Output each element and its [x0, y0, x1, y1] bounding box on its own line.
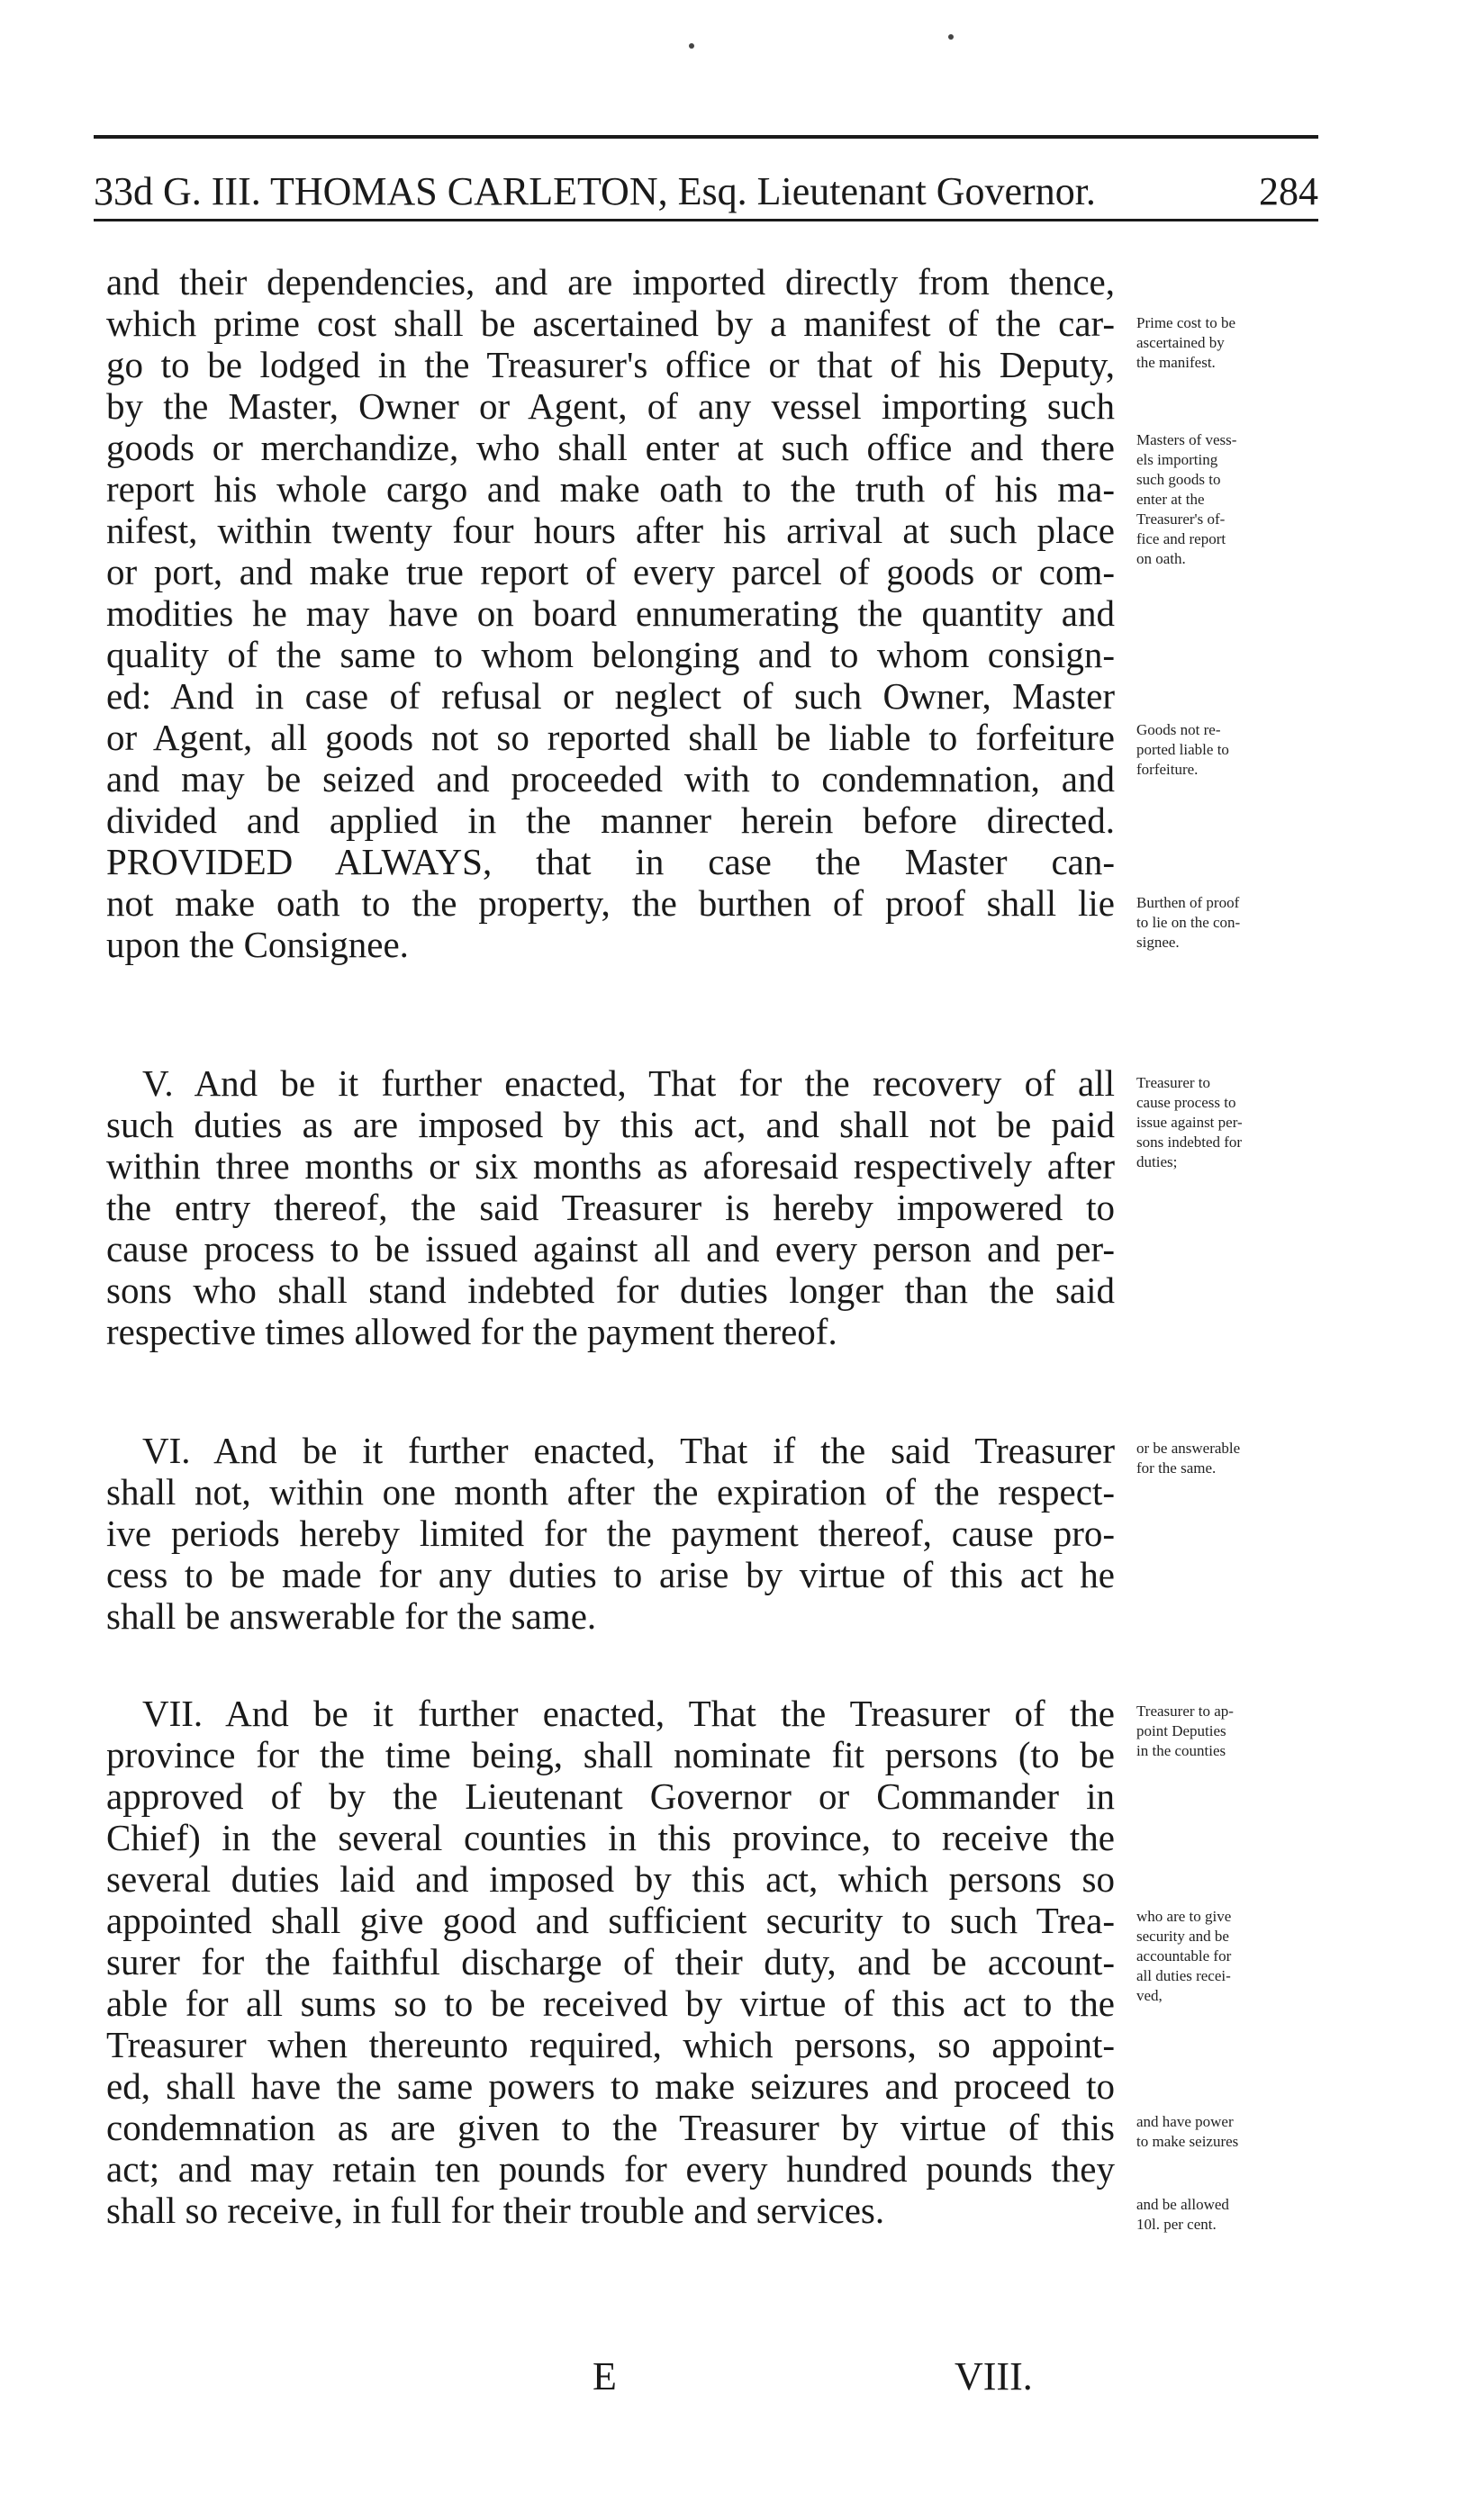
text-line: cause process to be issued against all and every person and per- [106, 1228, 1115, 1269]
text-line: or Agent, all goods not so reported shall be liable to forfeiture [106, 717, 1115, 758]
margin-note-line: Prime cost to be [1136, 314, 1236, 331]
text-line: go to be lodged in the Treasurer's office or that of his Deputy, [106, 344, 1115, 385]
margin-note-line: fice and report [1136, 530, 1226, 547]
margin-note-line: the manifest. [1136, 354, 1216, 371]
margin-note-line: on oath. [1136, 550, 1186, 567]
text-line: which prime cost shall be ascertained by a manifest of the car- [106, 303, 1115, 344]
margin-note-line: ported liable to [1136, 741, 1229, 758]
margin-note [1136, 1702, 1317, 1761]
margin-note-line: point Deputies [1136, 1722, 1226, 1739]
text-line: not make oath to the property, the burthen of proof shall lie [106, 882, 1115, 924]
margin-note-line: Treasurer to [1136, 1074, 1210, 1091]
text-line: and their dependencies, and are imported directly from thence, [106, 261, 1115, 303]
text-line: cess to be made for any duties to arise by virtue of this act he [106, 1554, 1115, 1595]
margin-note-line: all duties recei- [1136, 1967, 1231, 1984]
text-line: within three months or six months as aforesaid respectively after [106, 1145, 1115, 1187]
text-line: sons who shall stand indebted for duties longer than the said [106, 1269, 1115, 1311]
text-line: such duties as are imposed by this act, and shall not be paid [106, 1104, 1115, 1145]
text-line: province for the time being, shall nominate fit persons (to be [106, 1734, 1115, 1775]
margin-note-line: ved, [1136, 1987, 1163, 2004]
margin-note-line: Treasurer's of- [1136, 510, 1226, 528]
running-head [94, 165, 1318, 219]
text-line: able for all sums so to be received by virtue of this act to the [106, 1983, 1115, 2024]
section-v [106, 1062, 1115, 1352]
paragraph-continuation [106, 261, 1115, 965]
margin-note [1136, 1907, 1317, 2006]
margin-note-line: security and be [1136, 1928, 1229, 1945]
text-line: ed: And in case of refusal or neglect of such Owner, Master [106, 675, 1115, 717]
margin-note-line: duties; [1136, 1153, 1178, 1170]
margin-note-line: Goods not re- [1136, 721, 1221, 738]
margin-note-line: in the counties [1136, 1742, 1226, 1759]
margin-note-line: forfeiture. [1136, 761, 1199, 778]
text-line: Chief) in the several counties in this province, to receive the [106, 1817, 1115, 1858]
margin-note-line: Treasurer to ap- [1136, 1703, 1234, 1720]
text-line: or port, and make true report of every parcel of goods or com- [106, 551, 1115, 592]
header-rule [94, 219, 1318, 221]
margin-note-line: issue against per- [1136, 1114, 1243, 1131]
text-line: VII. And be it further enacted, That the Treasurer of the [142, 1693, 1115, 1734]
margin-note-line: signee. [1136, 934, 1180, 951]
text-line: shall so receive, in full for their trouble and services. [106, 2190, 885, 2231]
text-line: appointed shall give good and sufficient security to such Trea- [106, 1900, 1115, 1941]
text-line: condemnation as are given to the Treasurer by virtue of this [106, 2107, 1115, 2148]
section-vii [106, 1693, 1115, 2231]
catchword: VIII. [955, 2354, 1033, 2398]
margin-note-line: or be answerable [1136, 1440, 1241, 1457]
top-rule [94, 135, 1318, 139]
margin-note-line: for the same. [1136, 1459, 1217, 1477]
speck-mark [948, 34, 954, 40]
text-line: V. And be it further enacted, That for the recovery of all [142, 1062, 1115, 1104]
text-line: respective times allowed for the payment thereof. [106, 1311, 837, 1352]
text-line: the entry thereof, the said Treasurer is hereby impowered to [106, 1187, 1115, 1228]
margin-note-line: Burthen of proof [1136, 894, 1240, 911]
text-line: PROVIDED ALWAYS, that in case the Master can- [106, 841, 1115, 882]
margin-note-line: who are to give [1136, 1908, 1232, 1925]
signature-mark: E [593, 2354, 617, 2398]
margin-note-line: to make seizures [1136, 2133, 1239, 2150]
margin-note-line: sons indebted for [1136, 1134, 1243, 1151]
margin-note-line: such goods to [1136, 471, 1221, 488]
margin-note-line: to lie on the con- [1136, 914, 1241, 931]
margin-note-line: and be allowed [1136, 2196, 1229, 2213]
text-line: report his whole cargo and make oath to the truth of his ma- [106, 468, 1115, 510]
text-line: approved of by the Lieutenant Governor or Commander in [106, 1775, 1115, 1817]
margin-note-line: accountable for [1136, 1947, 1232, 1965]
section-vi [106, 1430, 1115, 1637]
speck-mark [689, 43, 694, 49]
margin-note [1136, 720, 1317, 780]
text-line: ive periods hereby limited for the payment thereof, cause pro- [106, 1513, 1115, 1554]
margin-note-line: and have power [1136, 2113, 1234, 2130]
text-line: several duties laid and imposed by this act, which persons so [106, 1858, 1115, 1900]
margin-note [1136, 2195, 1317, 2235]
running-title: 33d G. III. THOMAS CARLETON, Esq. Lieutenant Governor. [94, 169, 1096, 213]
text-line: ed, shall have the same powers to make seizures and proceed to [106, 2065, 1115, 2107]
margin-note-line: Masters of vess- [1136, 431, 1237, 448]
text-line: divided and applied in the manner herein before directed. [106, 799, 1115, 841]
margin-note [1136, 2112, 1317, 2152]
text-line: VI. And be it further enacted, That if the said Treasurer [142, 1430, 1115, 1471]
text-line: upon the Consignee. [106, 924, 409, 965]
text-line: Treasurer when thereunto required, which persons, so appoint- [106, 2024, 1115, 2065]
margin-note [1136, 313, 1317, 373]
text-line: modities he may have on board ennumerating the quantity and [106, 592, 1115, 634]
text-line: act; and may retain ten pounds for every hundred pounds they [106, 2148, 1115, 2190]
text-line: quality of the same to whom belonging and to whom consign- [106, 634, 1115, 675]
text-line: goods or merchandize, who shall enter at such office and there [106, 427, 1115, 468]
margin-note [1136, 1439, 1317, 1478]
margin-note [1136, 893, 1317, 953]
text-line: by the Master, Owner or Agent, of any vessel importing such [106, 385, 1115, 427]
text-line: surer for the faithful discharge of their duty, and be account- [106, 1941, 1115, 1983]
margin-note-line: els importing [1136, 451, 1218, 468]
text-line: shall be answerable for the same. [106, 1595, 597, 1637]
margin-note-line: cause process to [1136, 1094, 1236, 1111]
margin-note-line: 10l. per cent. [1136, 2216, 1217, 2233]
margin-note-line: ascertained by [1136, 334, 1225, 351]
margin-note [1136, 1073, 1317, 1172]
text-line: and may be seized and proceeded with to condemnation, and [106, 758, 1115, 799]
margin-note [1136, 430, 1317, 569]
text-line: shall not, within one month after the expiration of the respect- [106, 1471, 1115, 1513]
page-number: 284 [1259, 169, 1318, 213]
margin-note-line: enter at the [1136, 491, 1205, 508]
text-line: nifest, within twenty four hours after his arrival at such place [106, 510, 1115, 551]
